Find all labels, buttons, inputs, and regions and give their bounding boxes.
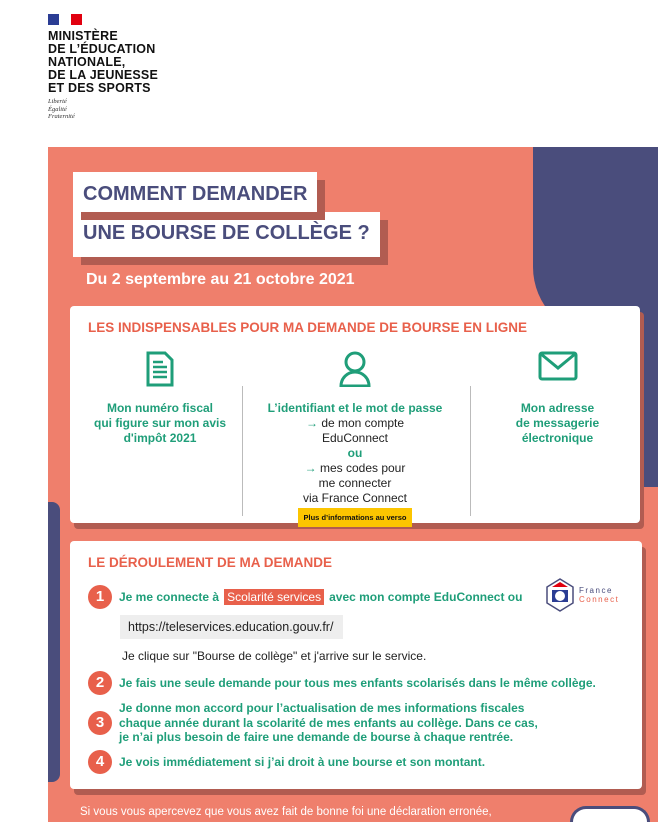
envelope-icon	[480, 351, 635, 393]
france-connect-icon	[545, 578, 575, 612]
text: mes codes pour	[319, 461, 406, 475]
text-line: qui figure sur mon avis	[93, 416, 227, 430]
teleservices-url[interactable]: https://teleservices.education.gouv.fr/	[120, 615, 343, 639]
french-flag-icon	[48, 14, 82, 25]
step-2	[88, 671, 596, 695]
step-1	[88, 585, 522, 609]
essentials-card	[70, 306, 640, 523]
essentials-heading: LES INDISPENSABLES POUR MA DEMANDE DE BOURSE EN LIGNE	[88, 320, 528, 335]
process-card	[70, 541, 642, 789]
step-text: chaque année durant la scolarité de mes enfants au collège. Dans ce cas,	[119, 715, 538, 730]
motto	[48, 98, 158, 121]
step-4	[88, 750, 485, 774]
step-3	[88, 701, 538, 745]
ministry-line: DE L’ÉDUCATION	[48, 42, 156, 56]
step-text: Je me connecte à	[119, 589, 220, 604]
divider	[470, 386, 471, 516]
poster	[48, 147, 658, 822]
text-line: via France Connect	[302, 491, 408, 505]
step-text: avec mon compte EduConnect ou	[329, 589, 523, 604]
text-line: L’identifiant et le mot de passe	[267, 401, 443, 415]
text-line: EduConnect	[321, 431, 389, 445]
fc-text: Connect	[579, 595, 620, 604]
seal-icon	[570, 806, 650, 822]
text: de mon compte	[321, 416, 405, 430]
motto-line: Fraternité	[48, 113, 75, 120]
text-line	[250, 461, 460, 476]
step-text: Je fais une seule demande pour tous mes enfants scolarisés dans le même collège.	[119, 675, 596, 690]
title-line-1: COMMENT DEMANDER	[73, 172, 317, 212]
essential-email	[480, 351, 635, 446]
process-heading: LE DÉROULEMENT DE MA DEMANDE	[88, 555, 333, 570]
essential-tax-number	[80, 351, 240, 446]
step-number: 3	[88, 711, 112, 735]
step-text: je n’ai plus besoin de faire une demande de bourse à chaque rentrée.	[119, 730, 514, 744]
text-line: Mon numéro fiscal	[106, 401, 213, 415]
france-connect-logo	[545, 578, 619, 612]
decor-shape	[48, 502, 60, 782]
ministry-line: MINISTÈRE	[48, 29, 118, 43]
ministry-name	[48, 30, 158, 95]
click-instruction: Je clique sur "Bourse de collège" et j'arrive sur le service.	[122, 649, 427, 663]
motto-line: Égalité	[48, 105, 67, 113]
motto-line: Liberté	[48, 98, 67, 105]
arrow-icon: →	[304, 461, 317, 475]
text-line: d'impôt 2021	[123, 431, 197, 445]
text-line: électronique	[521, 431, 594, 445]
step-text: Je vois immédiatement si j’ai droit à une bourse et son montant.	[119, 754, 486, 769]
scolarite-services-label: Scolarité services	[224, 589, 324, 606]
more-info-badge: Plus d’informations au verso	[298, 508, 413, 527]
essential-credentials	[250, 351, 460, 527]
arrow-icon: →	[305, 416, 318, 430]
fc-text: France	[579, 586, 613, 595]
footer-text: Si vous vous apercevez que vous avez fait de bonne foi une déclaration erronée,	[80, 806, 492, 818]
or-label: ou	[347, 446, 363, 460]
step-number: 1	[88, 585, 112, 609]
ministry-line: NATIONALE,	[48, 55, 126, 69]
user-icon	[250, 351, 460, 393]
date-range: Du 2 septembre au 21 octobre 2021	[86, 271, 355, 288]
text-line: Mon adresse	[520, 401, 595, 415]
step-text: Je donne mon accord pour l’actualisation de mes informations fiscales	[119, 701, 525, 715]
step-number: 2	[88, 671, 112, 695]
ministry-line: ET DES SPORTS	[48, 81, 151, 95]
ministry-line: DE LA JEUNESSE	[48, 68, 159, 82]
ministry-logo	[48, 14, 158, 121]
text-line	[250, 416, 460, 431]
document-icon	[80, 351, 240, 393]
divider	[242, 386, 243, 516]
text-line: de messagerie	[515, 416, 600, 430]
step-number: 4	[88, 750, 112, 774]
text-line: me connecter	[318, 476, 392, 490]
title-line-2: UNE BOURSE DE COLLÈGE ?	[73, 212, 380, 257]
